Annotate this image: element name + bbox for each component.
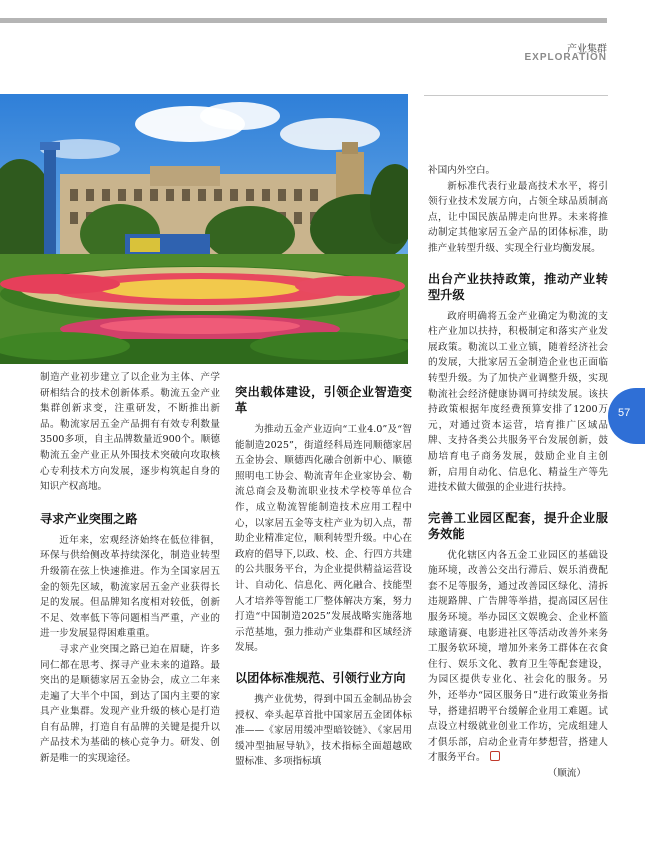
garden-building-photo <box>0 94 408 364</box>
col3-heading-2: 完善工业园区配套，提升企业服务效能 <box>428 510 608 541</box>
col3-heading-1: 出台产业扶持政策，推动产业转型升级 <box>428 271 608 302</box>
author-signature: （顺流） <box>547 768 586 779</box>
divider-line <box>424 95 608 96</box>
column-1 <box>40 370 220 767</box>
top-rule-bar <box>0 18 607 23</box>
col3-paragraph-1: 新标准代表行业最高技术水平，将引领行业技术发展方向，占领全球品质制高点，让中国民族品牌走向世界。未来将推动制定其他家居五金产品的团体标准，助推产业转型升级、实现全行业均衡发展。 <box>428 180 608 254</box>
col1-paragraph-1: 近年来，宏观经济始终在低位徘徊，环保与供给侧改革持续深化，制造业转型升级箭在弦上快速推进。作为全国家居五金的领先区域，勒流家居五金产业获得长足的发展。但品牌知名度相对较低，创新不足、效率低下等问题相当严重，产业的进一步发展显得困难重重。 <box>40 534 220 640</box>
col2-paragraph-2: 携产业优势，得到中国五金制品协会授权、牵头起草首批中国家居五金团体标准——《家居用缓冲型暗铰链》、《家居用缓冲型抽屉导轨》，技术指标全面超越欧盟标准、多项指标填 <box>235 693 412 768</box>
section-title-cn: 产业集群 <box>567 44 607 55</box>
col1-heading: 寻求产业突围之路 <box>40 511 138 526</box>
col1-intro: 制造产业初步建立了以企业为主体、产学研相结合的技术创新体系。勒流五金产业集群创新求变，注重研发，不断推出新品。勒流家居五金产品拥有有效专利数量3500多项，自主品牌数量近900个。顺德勒流五金产业正从外围技术突破向攻取核心专利技术方向发展，逐步构筑起自身的知识产权高地。 <box>40 372 220 493</box>
col2-paragraph-1: 为推动五金产业迈向“工业4.0”及“智能制造2025”，街道经科局连同顺德家居五金协会、顺德西化融合创新中心、顺德照明电工协会、勒流青年企业家协会、勒流总商会及勒流职业技术学校等单位合作，成立勒流智能制造技术应用工程中心，以家居五金等支柱产业为切入点，帮助企业精准定位，顺利转型升级。中心在政府的倡导下,以政、校、企、行四方共建的公共服务平台，为企业提供精益运营设计、自动化、信息化、两化融合、技能型人才培养等智能工厂整体解决方案，努力打造“中国制造2025”发展战略实施落地示范基地，强力推动产业集群和区域经济发展。 <box>235 424 412 654</box>
end-mark-icon <box>490 751 500 761</box>
col3-paragraph-0: 补国内外空白。 <box>428 165 496 176</box>
column-3 <box>428 163 608 782</box>
page-number: 57 <box>618 407 631 419</box>
col1-paragraph-2: 寻求产业突围之路已迫在眉睫，许多同仁都在思考、探寻产业未来的道路。最突出的是顺德家居五金协会，成立二年来走遍了大半个中国，到达了国内主要的家具产业集群。发现产业升级的核心是打造自有品牌，打造自有品牌的关键是提升以产品技术为基础的核心竞争力。研发、创新是唯一的实现途径。 <box>40 643 220 765</box>
col2-heading-1: 突出载体建设，引领企业智造变革 <box>235 385 412 415</box>
section-title-en: EXPLORATION <box>524 52 607 63</box>
col3-paragraph-3 <box>428 548 608 766</box>
col3-paragraph-2: 政府明确将五金产业确定为勒流的支柱产业加以扶持，积极制定和落实产业发展政策。勒流以工业立镇，随着经济社会的发展，大批家居五金制造企业也正面临转型升级。为了加快产业调整升级，实现勒流社会经济健康协调可持续发展。该扶持政策根据年度经费预算安排了1200万元，对通过资本运营，培育推广区域品牌、支持各类公共服务平台发展创新，鼓励培育电子商务发展，鼓励企业自主创新，启用自动化、信息化、精益生产等先进技术做大做强的企业进行扶持。 <box>428 310 608 494</box>
col2-heading-2: 以团体标准规范、引领行业方向 <box>235 670 406 685</box>
column-2 <box>235 384 412 770</box>
col3-paragraph-3-text: 优化辖区内各五金工业园区的基础设施环境，改善公交出行滞后、娱乐消费配套不足等服务，通过改善园区绿化、清拆违规路牌、广告牌等举措，提高园区居住服务环境。举办园区文娱晚会、企业杯篮球邀请赛、电影进社区等活动改善外来务工服务软环境，增加外来务工群体在衣食住行、娱乐文化、教育卫生等配套建设，为园区提供专业化、社会化的服务。另外，还举办“园区服务日”进行政策业务指导，搭建招聘平台缓解企业用工难题。试点设立村级就业创业工作坊，完成组建人才俱乐部，启动企业青年梦想营，搭建人才服务平台。 <box>428 549 608 764</box>
